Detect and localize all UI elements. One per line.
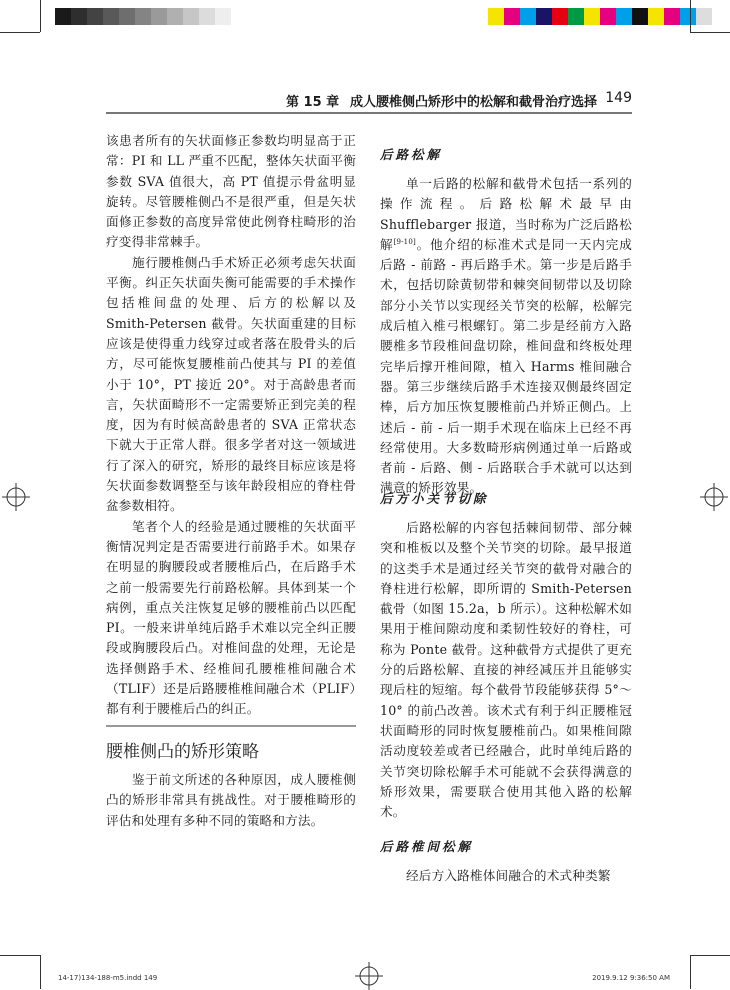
registration-mark [700,483,728,511]
paragraph-text: 单一后路的松解和截骨术包括一系列的操作流程。后路松解术最早由 Shufflebarger 报道，当时称为广泛后路松解 [380,176,632,252]
gray-swatch [215,8,231,25]
file-slug: 14-17)134-188-m5.indd 149 [58,974,158,982]
gray-swatch [135,8,151,25]
paragraph: 笔者个人的经验是通过腰椎的矢状面平衡情况判定是否需要进行前路手术。如果存在明显的胸腰段或者腰椎后凸，在后路手术之前一般需要先行前路松解。具体到某一个病例，重点关注恢复足够的腰椎前凸以匹配 PI。一般来讲单纯后路手术难以完全纠正腰段或胸腰段后凸。对椎间盘的处理，无论是选择侧路手术、经椎间孔腰椎椎间融合术（TLIF）还是后路腰椎椎间融合术（PLIF）都有利于腰椎后凸的纠正。 [106,518,356,717]
gray-swatch [87,8,103,25]
running-header [180,87,632,109]
right-column-block [380,866,632,886]
gray-swatch [151,8,167,25]
page-number: 149 [605,90,632,106]
color-swatch [536,8,552,25]
crop-mark [690,955,691,989]
section-title: 腰椎侧凸的矫形策略 [106,742,259,762]
section-heading [106,725,356,769]
gray-swatch [183,8,199,25]
color-swatch [488,8,504,25]
color-calibration-bar [488,8,712,25]
crop-mark [690,0,691,32]
crop-mark [40,0,41,32]
subheading: 后方小关节切除 [380,491,489,506]
crop-mark [0,955,40,956]
paragraph: 鉴于前文所述的各种原因，成人腰椎侧凸的矫形非常具有挑战性。对于腰椎畸形的评估和处理有多种不同的策略和方法。 [106,772,356,828]
color-swatch [680,8,696,25]
registration-mark [2,483,30,511]
gray-swatch [231,8,247,25]
color-swatch [584,8,600,25]
color-swatch [664,8,680,25]
paragraph [380,174,632,499]
timestamp-slug: 2019.9.12 9:36:50 AM [592,974,670,982]
color-swatch [552,8,568,25]
color-swatch [696,8,712,25]
subheading: 后路松解 [380,147,443,162]
chapter-title: 成人腰椎侧凸矫形中的松解和截骨治疗选择 [350,95,598,110]
paragraph: 后路松解的内容包括棘间韧带、部分棘突和椎板以及整个关节突的切除。最早报道的这类手术是通过经关节突的截骨对融合的脊柱进行松解，即所谓的 Smith-Petersen 截骨（如图 15.2a，b 所示）。这种松解术如果用于椎间隙动度和柔韧性较好的脊柱，可称为 Ponte 截骨。这种截骨方式提供了更充分的后路松解、直接的神经减压并且能够实现后柱的短缩。每个截骨节段能够获得 5°～10° 的前凸改善。该术式有利于纠正腰椎冠状面畸形的同时恢复腰椎前凸。如果椎间隙活动度较差或者已经融合，此时单纯后路的关节突切除松解手术可能就不会获得满意的矫形效果，需要联合使用其他入路的松解术。 [380,520,632,820]
crop-mark [690,955,730,956]
paragraph: 该患者所有的矢状面修正参数均明显高于正常：PI 和 LL 严重不匹配，整体矢状面平衡参数 SVA 值很大，高 PT 值提示骨盆明显旋转。尽管腰椎侧凸不是很严重，但是矢状面修正参数的高度异常使此例脊柱畸形的治疗变得非常棘手。 [106,133,356,250]
subheading: 后路椎间松解 [380,839,474,854]
gray-swatch [103,8,119,25]
color-swatch [504,8,520,25]
right-column-block [380,518,632,822]
header-rule [106,112,632,114]
paragraph: 经后方入路椎体间融合的术式种类繁 [406,868,611,883]
color-swatch [648,8,664,25]
left-column-tail [106,770,356,831]
gray-swatch [199,8,215,25]
color-swatch [632,8,648,25]
color-swatch [616,8,632,25]
crop-mark [0,32,40,33]
gray-calibration-bar [55,8,247,25]
registration-mark [355,962,383,990]
color-swatch [520,8,536,25]
color-swatch [568,8,584,25]
chapter-label: 第 15 章 [286,95,340,110]
gray-swatch [119,8,135,25]
gray-swatch [167,8,183,25]
gray-swatch [55,8,71,25]
citation: [9-10] [393,237,416,246]
paragraph: 施行腰椎侧凸手术矫正必须考虑矢状面平衡。纠正矢状面失衡可能需要的手术操作包括椎间盘的处理、后方的松解以及 Smith-Petersen 截骨。矢状面重建的目标应该是使得重力线穿过或者落在股骨头的后方，尽可能恢复腰椎前凸使其与 PI 的差值小于 10°，PT 接近 20°。对于高龄患者而言，矢状面畸形不一定需要矫正到完美的程度，因为有时候高龄患者的 SVA 正常状态下就大于正常人群。很多学者对这一领域进行了深入的研究，矫形的最终目标应该是将矢状面参数调整至与该年龄段相应的脊柱骨盆参数相符。 [106,254,356,514]
paragraph-text: 。他介绍的标准术式是同一天内完成后路 - 前路 - 再后路手术。第一步是后路手术，包括切除黄韧带和棘突间韧带以及切除部分小关节以实现经关节突的松解，松解完成后植入椎弓根螺钉。第二步是经前方入路腰椎多节段椎间盘切除，椎间盘和终板处理完毕后撑开椎间隙，植入 Harms 椎间融合器。第三步继续后路手术连接双侧最终固定棒，后方加压恢复腰椎前凸并矫正侧凸。上述后 - 前 - 后一期手术现在临床上已经不再经常使用。大多数畸形病例通过单一后路或者前 - 后路、侧 - 后路联合手术就可以达到满意的矫形效果。 [380,236,633,496]
gray-swatch [71,8,87,25]
right-column-block [380,174,632,499]
crop-mark [690,32,730,33]
left-column [106,131,356,720]
crop-mark [40,955,41,989]
color-swatch [600,8,616,25]
